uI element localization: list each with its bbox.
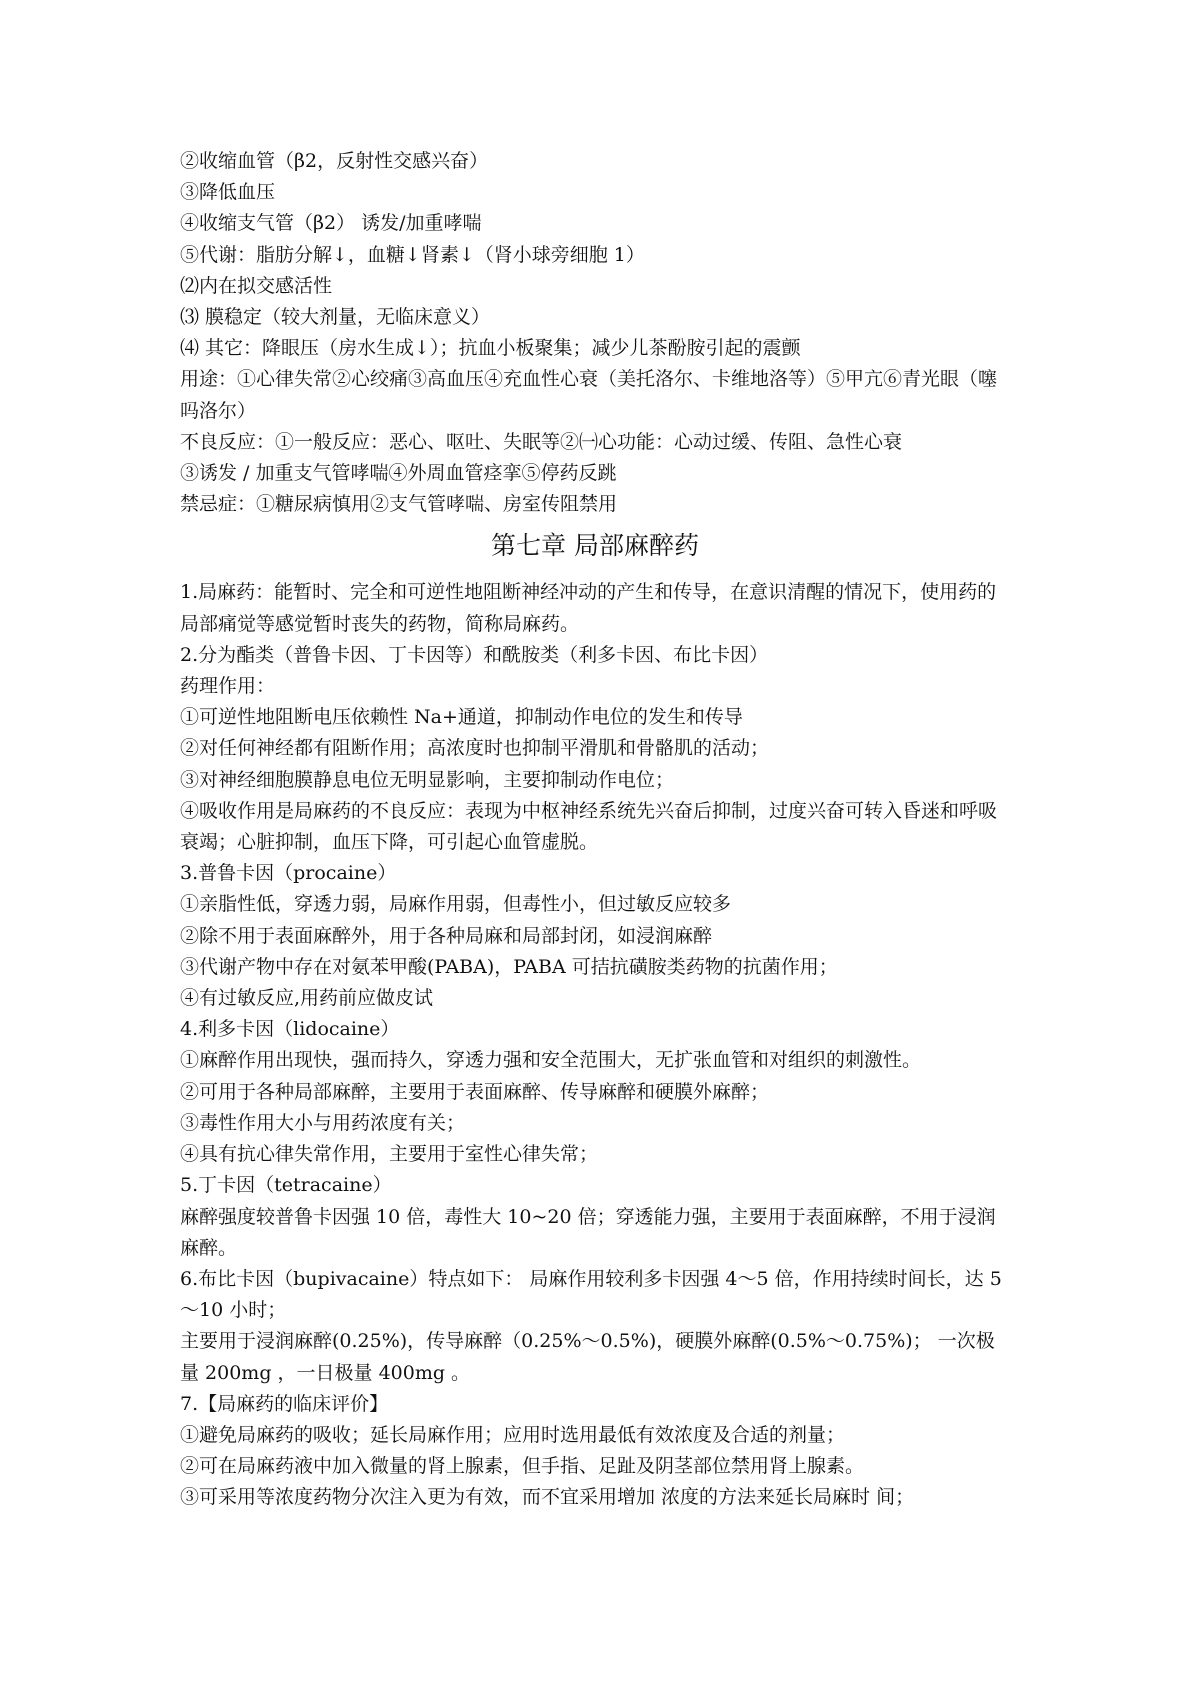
definition-paragraph: 1.局麻药：能暂时、完全和可逆性地阻断神经冲动的产生和传导，在意识清醒的情况下，使用药的局部痛觉等感觉暂时丧失的药物，简称局麻药。 [180,581,997,635]
text-line: ①麻醉作用出现快，强而持久，穿透力强和安全范围大，无扩张血管和对组织的刺激性。 [180,1049,922,1072]
text-line: ①避免局麻药的吸收；延长局麻作用；应用时选用最低有效浓度及合适的剂量； [180,1423,846,1446]
chapter-title: 第七章 局部麻醉药 [491,531,699,561]
text-line: ②对任何神经都有阻断作用；高浓度时也抑制平滑肌和骨骼肌的活动； [180,737,770,760]
text-line: ②除不用于表面麻醉外，用于各种局麻和局部封闭，如浸润麻醉 [180,924,713,947]
text-paragraph: ④吸收作用是局麻药的不良反应：表现为中枢神经系统先兴奋后抑制，过度兴奋可转入昏迷和呼吸衰竭；心脏抑制，血压下降，可引起心血管虚脱。 [180,799,998,854]
text-line: ⑷ 其它：降眼压（房水生成↓）；抗血小板聚集；减少儿茶酚胺引起的震颤 [180,337,801,360]
classification-line: 2.分为酯类（普鲁卡因、丁卡因等）和酰胺类（利多卡因、布比卡因） [180,643,769,666]
text-line: ③对神经细胞膜静息电位无明显影响，主要抑制动作电位； [180,768,675,791]
text-line: ③代谢产物中存在对氨苯甲酸(PABA)，PABA 可拮抗磺胺类药物的抗菌作用； [180,955,838,978]
document-page [180,146,1010,1514]
text-line: ③可采用等浓度药物分次注入更为有效，而不宜采用增加 浓度的方法来延长局麻时 间； [180,1486,915,1509]
procaine-title: 3.普鲁卡因（procaine） [180,862,397,885]
text-paragraph: 麻醉强度较普鲁卡因强 10 倍，毒性大 10~20 倍；穿透能力强，主要用于表面麻醉，不用于浸润麻醉。 [180,1205,996,1259]
text-line: ⑤代谢：脂肪分解↓，血糖↓肾素↓（肾小球旁细胞 1） [180,243,645,266]
contraindications-line: 禁忌症：①糖尿病慎用②支气管哮喘、房室传阻禁用 [180,493,618,516]
text-line: ③降低血压 [180,181,276,204]
text-line: ④具有抗心律失常作用，主要用于室性心律失常； [180,1143,599,1166]
text-paragraph: 主要用于浸润麻醉(0.25%)，传导麻醉（0.25%～0.5%)，硬膜外麻醉(0.5%～0.75%)； 一次极量 200mg ，一日极量 400mg 。 [180,1330,995,1384]
text-line: ②收缩血管（β2，反射性交感兴奋） [180,150,489,172]
text-line: ④有过敏反应,用药前应做皮试 [180,987,434,1010]
text-line: ③毒性作用大小与用药浓度有关； [180,1111,466,1134]
clinical-evaluation-title: 7.【局麻药的临床评价】 [180,1392,389,1415]
text-line: ②可在局麻药液中加入微量的肾上腺素，但手指、足趾及阴茎部位禁用肾上腺素。 [180,1455,865,1478]
lidocaine-title: 4.利多卡因（lidocaine） [180,1018,400,1041]
text-line: ⑶ 膜稳定（较大剂量，无临床意义） [180,306,491,329]
text-line: ④收缩支气管（β2） 诱发/加重哮喘 [180,212,482,235]
text-line: ②可用于各种局部麻醉，主要用于表面麻醉、传导麻醉和硬膜外麻醉； [180,1080,770,1103]
uses-paragraph: 用途：①心律失常②心绞痛③高血压④充血性心衰（美托洛尔、卡维地洛等）⑤甲亢⑥青光眼（噻吗洛尔） [180,368,998,422]
adverse-reactions-line: 不良反应：①一般反应：恶心、呕吐、失眠等②㈠心功能：心动过缓、传阻、急性心衰 [180,430,903,453]
bupivacaine-title: 6.布比卡因（bupivacaine）特点如下： 局麻作用较利多卡因强 4～5 倍，作用持续时间长，达 5～10 小时； [180,1267,1002,1322]
text-line: ①亲脂性低，穿透力弱，局麻作用弱，但毒性小，但过敏反应较多 [180,893,732,916]
pharmacology-title: 药理作用： [180,675,276,698]
adverse-reactions-line: ③诱发 / 加重支气管哮喘④外周血管痉挛⑤停药反跳 [180,462,617,485]
text-line: ⑵内在拟交感活性 [180,274,333,297]
tetracaine-title: 5.丁卡因（tetracaine） [180,1174,392,1197]
text-line: ①可逆性地阻断电压依赖性 Na+通道，抑制动作电位的发生和传导 [180,706,743,729]
